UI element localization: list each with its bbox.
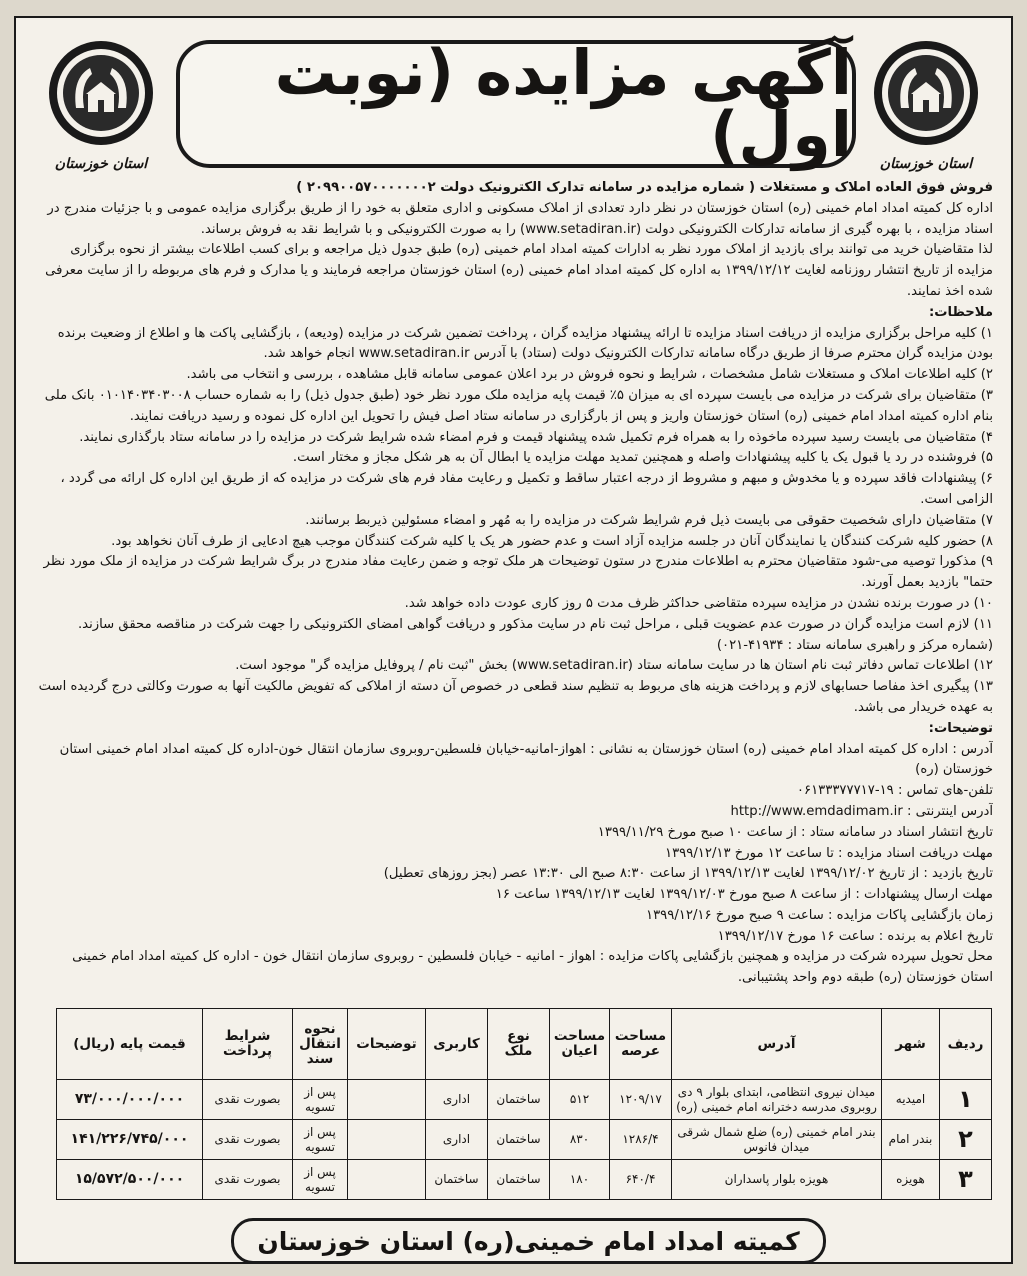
notes-heading: ملاحظات: [928,304,993,320]
column-header: توضیحات [348,1009,426,1080]
note-item: ۱۳) پیگیری اخذ مفاصا حسابهای لازم و پرداخت هزینه های مربوط به تنظیم سند قطعی در خصوص آن دسته از املاکی که تفویض مالکیت آنها به صورت وکالتی درج گردیده است به عهده خریدار می باشد. [38,679,993,715]
detail-line: تاریخ اعلام به برنده : ساعت ۱۶ مورخ ۱۳۹۹/۱۲/۱۷ [717,928,993,944]
note-item: ۱۲) اطلاعات تماس دفاتر ثبت نام استان ها در سایت سامانه ستاد (www.setadiran.ir) بخش "ثبت نام / پروفایل مزایده گر" موجود است. [235,658,993,674]
column-header: مساحت اعیان [550,1009,610,1080]
note-item: ۷) متقاضیان دارای شخصیت حقوقی می بایست ذیل فرم شرایط شرکت در مزایده را به مُهر و امضاء مسئولین ذیربط برسانند. [305,512,993,528]
table-cell [348,1120,426,1160]
column-header: مساحت عرصه [610,1009,672,1080]
column-header: ردیف [940,1009,992,1080]
table-cell: میدان نیروی انتظامی، ابتدای بلوار ۹ دی روبروی مدرسه دخترانه امام خمینی (ره) [672,1080,882,1120]
title-frame [176,36,856,171]
table-cell: ۱۲۸۶/۴ [610,1120,672,1160]
table-cell: ۳ [940,1160,992,1200]
announcement-page [14,16,1013,1264]
column-header: قیمت پایه (ریال) [57,1009,203,1080]
table-cell: پس از تسویه [293,1160,348,1200]
detail-line: تاریخ انتشار اسناد در سامانه ستاد : از ساعت ۱۰ صبح مورخ ۱۳۹۹/۱۱/۲۹ [597,824,993,840]
table-cell: ساختمان [488,1160,550,1200]
table-cell: بندر امام خمینی (ره) ضلع شمال شرقی میدان فانوس [672,1120,882,1160]
footer-banner [231,1218,826,1264]
column-header: نحوه انتقال سند [293,1009,348,1080]
table-cell: پس از تسویه [293,1080,348,1120]
table-cell: ۱۴۱/۲۲۶/۷۴۵/۰۰۰ [57,1120,203,1160]
note-item: ۱۰) در صورت برنده نشدن در مزایده سپرده متقاضی حداکثر ظرف مدت ۵ روز کاری عودت داده خواهد شد. [404,595,993,611]
table-row [57,1120,992,1160]
description-heading: توضیحات: [928,720,993,736]
footer-text: کمیته امداد امام خمینی(ره) استان خوزستان [257,1226,800,1256]
note-item: ۶) پیشنهادات فاقد سپرده و یا مخدوش و مبهم و مشروط از درجه اعتبار ساقط و تکمیل و رعایت مفاد فرم های شرکت در مزایده که از طریق این اداره کل ارائه می گردد ، الزامی است. [60,471,993,507]
column-header: نوع ملک [488,1009,550,1080]
table-cell: ۱ [940,1080,992,1120]
table-cell: بصورت نقدی [203,1120,293,1160]
intro-paragraph: لذا متقاضیان خرید می توانند برای بازدید از املاک مورد نظر به ادارات کمیته امداد امام خمینی (ره) طبق جدول ذیل مراجعه و برای کسب اطلاعات بیشتر از نحوه برگزاری مزایده از تاریخ انتشار روزنامه لغایت ۱۳۹۹/۱۲/۱۲ به اداره کل کمیته امداد امام خمینی (ره) استان خوزستان مراجعه فرمایند و یا مدارک و فرم های مربوطه را از سایت معرفی شده اخذ نمایند. [45,242,993,299]
detail-line: تاریخ بازدید : از تاریخ ۱۳۹۹/۱۲/۰۲ لغایت ۱۳۹۹/۱۲/۱۳ از ساعت ۸:۳۰ صبح الی ۱۳:۳۰ عصر (بجز روزهای تعطیل) [383,866,993,882]
detail-line: آدرس اینترنتی : http://www.emdadimam.ir [730,803,993,819]
table-cell [348,1080,426,1120]
note-item: ۱۱) لازم است مزایده گران در صورت عدم عضویت قبلی ، مراحل ثبت نام در سایت مذکور و دریافت گواهی امضای الکترونیکی را جهت شرکت در مناقصه محقق سازند. (شماره مرکز و راهبری سامانه ستاد : ۴۱۹۳۴-۰۲۱) [77,616,993,653]
table-cell: هویزه بلوار پاسداران [672,1160,882,1200]
detail-line: زمان بازگشایی پاکات مزایده : ساعت ۹ صبح مورخ ۱۳۹۹/۱۲/۱۶ [646,907,993,923]
detail-line: مهلت ارسال پیشنهادات : از ساعت ۸ صبح مورخ ۱۳۹۹/۱۲/۰۳ لغایت ۱۳۹۹/۱۲/۱۳ ساعت ۱۶ [495,887,993,903]
table-cell: بصورت نقدی [203,1160,293,1200]
table-cell: امیدیه [882,1080,940,1120]
table-cell: اداری [426,1120,488,1160]
note-item: ۵) فروشنده در رد یا قبول یک یا کلیه پیشنهادات واصله و همچنین تمدید مهلت مزایده یا ابطال آن به هر شکل مجاز و مختار است. [292,450,993,466]
table-cell: بصورت نقدی [203,1080,293,1120]
table-cell: ۱۵/۵۷۲/۵۰۰/۰۰۰ [57,1160,203,1200]
emdad-emblem-icon [46,38,156,148]
table-cell: اداری [426,1080,488,1120]
intro-line: فروش فوق العاده املاک و مستغلات ( شماره مزایده در سامانه تدارک الکترونیک دولت ۲۰۹۹۰۰۵۷۰۰۰۰۰۰۰۲ ) [296,180,993,195]
table-cell: هویزه [882,1160,940,1200]
table-cell: ۵۱۲ [550,1080,610,1120]
column-header: کاربری [426,1009,488,1080]
properties-table [56,1008,992,1200]
note-item: ۱) کلیه مراحل برگزاری مزایده از دریافت اسناد مزایده تا ارائه پیشنهاد مزایده گران ، پرداخت تضمین شرکت در مزایده (ودیعه) ، بازگشایی پاکت ها و اطلاع از وضعیت برنده بودن مزایده گران محترم صرفا از طریق درگاه سامانه تدارکات الکترونیک دولت (ستاد) با آدرس www.setadiran.ir انجام خواهد شد. [57,325,993,362]
table-row [57,1080,992,1120]
table-cell: ۸۳۰ [550,1120,610,1160]
table-cell: ساختمان [426,1160,488,1200]
table-row [57,1160,992,1200]
table-cell: ساختمان [488,1080,550,1120]
column-header: شهر [882,1009,940,1080]
note-item: ۴) متقاضیان می بایست رسید سپرده ماخوذه را به همراه فرم تکمیل شده پیشنهاد قیمت و فرم امضاء شده شرایط شرکت در مزایده را در سامانه ستاد بارگذاری نمایند. [79,429,993,445]
note-item: ۹) مذکورا توصیه می-شود متقاضیان محترم به اطلاعات مندرج در ستون توضیحات هر ملک توجه و ضمن رعایت مفاد مندرج در برگ شرایط شرکت در مزایده از ملک مورد نظر حتما" بازدید بعمل آورند. [43,554,993,591]
table-header-row [57,1009,992,1080]
note-item: ۳) متقاضیان برای شرکت در مزایده می بایست سپرده ای به میزان ۵٪ قیمت پایه مزایده ملک مورد نظر خود (طبق جدول ذیل) را به شماره حساب ۰۱۰۱۴۰۳۴۰۳۰۰۸ بانک ملی بنام اداره کمیته امداد امام خمینی (ره) استان خوزستان واریز و پس از بارگزاری در سامانه ستاد اصل فیش را تحویل این اداره کل نموده و رسید دریافت نمایند. [44,387,993,424]
page-title: آگهی مزایده (نوبت اول) [274,36,852,171]
column-header: شرایط پرداخت [203,1009,293,1080]
table-cell: ۲ [940,1120,992,1160]
table-cell: ۱۲۰۹/۱۷ [610,1080,672,1120]
note-item: ۲) کلیه اطلاعات املاک و مستغلات شامل مشخصات ، شرایط و نحوه فروش در برد اعلان عمومی سامانه قابل مشاهده ، بررسی و انتخاب می باشد. [186,367,993,383]
detail-line: مهلت دریافت اسناد مزایده : تا ساعت ۱۲ مورخ ۱۳۹۹/۱۲/۱۳ [665,845,993,861]
detail-line: محل تحویل سپرده شرکت در مزایده و همچنین بازگشایی پاکات مزایده : اهواز - امانیه - خیابان فلسطین - روبروی سازمان انتقال خون - اداره کل کمیته امداد امام خمینی استان خوزستان (ره) طبقه دوم واحد پشتیبانی. [72,949,993,986]
logo-caption: استان خوزستان [879,156,973,172]
table-cell: ۷۳/۰۰۰/۰۰۰/۰۰۰ [57,1080,203,1120]
table-cell: ۶۴۰/۴ [610,1160,672,1200]
table-cell: پس از تسویه [293,1120,348,1160]
table-cell [348,1160,426,1200]
column-header: آدرس [672,1009,882,1080]
logo-left [36,38,166,188]
emdad-emblem-icon [871,38,981,148]
note-item: ۸) حضور کلیه شرکت کنندگان یا نمایندگان آنان در جلسه مزایده آزاد است و عدم حضور هر یک یا کلیه شرکت کنندگان موجب هیچ ادعایی از طرف آنان نخواهد بود. [111,533,993,549]
detail-line: آدرس : اداره کل کمیته امداد امام خمینی (ره) استان خوزستان به نشانی : اهواز-امانیه-خیابان فلسطین-روبروی سازمان انتقال خون-اداره کل کمیته امداد امام خمینی استان خوزستان (ره) [59,741,993,778]
announcement-body [38,178,993,993]
table-cell: ۱۸۰ [550,1160,610,1200]
table-cell: بندر امام [882,1120,940,1160]
intro-paragraph: اداره کل کمیته امداد امام خمینی (ره) استان خوزستان در نظر دارد تعدادی از املاک مسکونی و اداری متعلق به خود را از طریق برگزاری مزایده عمومی و با جزئیات مندرج در اسناد مزایده ، با بهره گیری از سامانه تدارکات الکترونیکی دولت (www.setadiran.ir) را به صورت الکترونیکی و با شرایط نقد به فروش برساند. [47,200,993,237]
logo-caption: استان خوزستان [54,156,148,172]
table-cell: ساختمان [488,1120,550,1160]
logo-right [861,38,991,188]
detail-line: تلفن-های تماس : ۱۹-۰۶۱۳۳۳۷۷۷۱۷ [796,783,993,799]
